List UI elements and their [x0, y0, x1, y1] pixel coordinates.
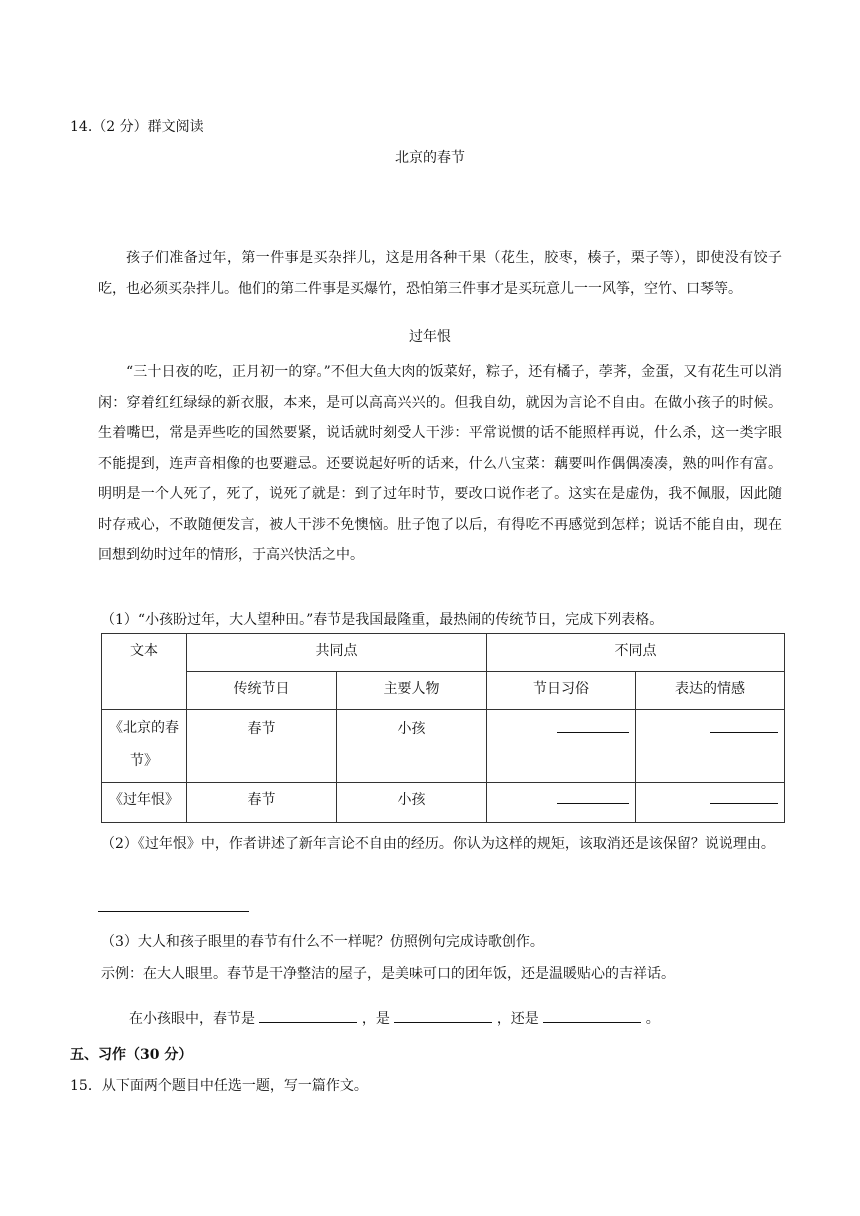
table-cell-custom-blank[interactable] — [487, 710, 636, 783]
answer-blank[interactable] — [543, 1004, 641, 1023]
table-cell-festival: 春节 — [187, 783, 337, 823]
table-cell-emotion-blank[interactable] — [636, 710, 785, 783]
passage-2-text: “三十日夜的吃，正月初一的穿。”不但大鱼大肉的饭菜好，粽子，还有橘子，荸荠，金蛋，又有花生可以消闲：穿着红红绿绿的新衣服，本来，是可以高高兴兴的。但我自幼，就因为言论不自由。在做小孩子的时候。生着嘴巴，常是弄些吃的国然要紧，说话就时刻受人干涉：平常说惯的话不能照样再说，什么杀，这一类字眼不能提到，连声音相像的也要避忌。还要说起好听的话来，什么八宝菜：藕要叫作偶偶凑凑，熟的叫作有富。明明是一个人死了，死了，说死了就是：到了过年时节，要改口说作老了。这实在是虚伪，我不佩服，因此随时存戒心，不敢随便发言，被人干涉不免懊恼。肚子饱了以后，有得吃不再感觉到怎样；说话不能自由，现在回想到幼时过年的情形，于高兴快活之中。 — [98, 364, 782, 563]
table-row — [102, 783, 785, 823]
section-5-heading: 五、习作（30 分） — [70, 1047, 193, 1063]
fill-in-sentence — [129, 1004, 660, 1028]
fill-text-a: 在小孩眼中，春节是 — [129, 1011, 255, 1027]
table-header-festival: 传统节日 — [187, 672, 337, 710]
table-header-custom: 节日习俗 — [487, 672, 636, 710]
fill-text-c: ，还是 — [496, 1011, 539, 1027]
example-sentence: 示例：在大人眼里。春节是干净整洁的屋子，是美味可口的团年饭，还是温暖贴心的吉祥话。 — [101, 966, 675, 982]
sub-question-3-prompt: （3）大人和孩子眼里的春节有什么不一样呢？仿照例句完成诗歌创作。 — [101, 934, 544, 950]
sub-question-2-prompt: （2）《过年恨》中，作者讲述了新年言论不自由的经历。你认为这样的规矩，该取消还是该保留？说说理由。 — [101, 836, 775, 852]
passage-1-text: 孩子们准备过年，第一件事是买杂拌儿，这是用各种干果（花生，胶枣，楱子，栗子等），即使没有饺子吃，也必须买杂拌儿。他们的第二件事是买爆竹，恐怕第三件事才是买玩意儿一一风筝，空竹、口琴等。 — [98, 250, 782, 297]
sub-question-1-prompt: （1）“小孩盼过年，大人望种田。”春节是我国最隆重，最热闹的传统节日，完成下列表格。 — [101, 612, 664, 628]
table-row — [102, 710, 785, 783]
fill-text-b: ，是 — [361, 1011, 390, 1027]
answer-line[interactable] — [98, 911, 249, 912]
table-header-person: 主要人物 — [337, 672, 487, 710]
table-header-diff: 不同点 — [487, 634, 785, 672]
table-header-common: 共同点 — [187, 634, 487, 672]
table-cell-text: 《过年恨》 — [102, 783, 187, 823]
table-cell-person: 小孩 — [337, 783, 487, 823]
answer-blank[interactable] — [710, 712, 778, 733]
table-cell-festival: 春节 — [187, 710, 337, 783]
table-header-emotion: 表达的情感 — [636, 672, 785, 710]
fill-text-d: 。 — [645, 1011, 660, 1027]
passage-1-body — [98, 243, 782, 304]
table-cell-text: 《北京的春节》 — [102, 710, 187, 783]
answer-blank[interactable] — [394, 1004, 492, 1023]
table-cell-person: 小孩 — [337, 710, 487, 783]
question-14-label: 14.（2 分）群文阅读 — [70, 119, 204, 135]
answer-blank[interactable] — [557, 712, 629, 733]
table-cell-custom-blank[interactable] — [487, 783, 636, 823]
answer-blank[interactable] — [259, 1004, 357, 1023]
answer-blank[interactable] — [557, 783, 629, 804]
passage-2-body — [98, 357, 782, 571]
table-header-text: 文本 — [102, 634, 187, 710]
answer-blank[interactable] — [710, 783, 778, 804]
table-cell-emotion-blank[interactable] — [636, 783, 785, 823]
passage-1-title: 北京的春节 — [395, 150, 465, 166]
comparison-table — [101, 633, 785, 823]
passage-2-title: 过年恨 — [409, 329, 451, 345]
question-15-prompt: 15．从下面两个题目中任选一题，写一篇作文。 — [70, 1078, 368, 1094]
